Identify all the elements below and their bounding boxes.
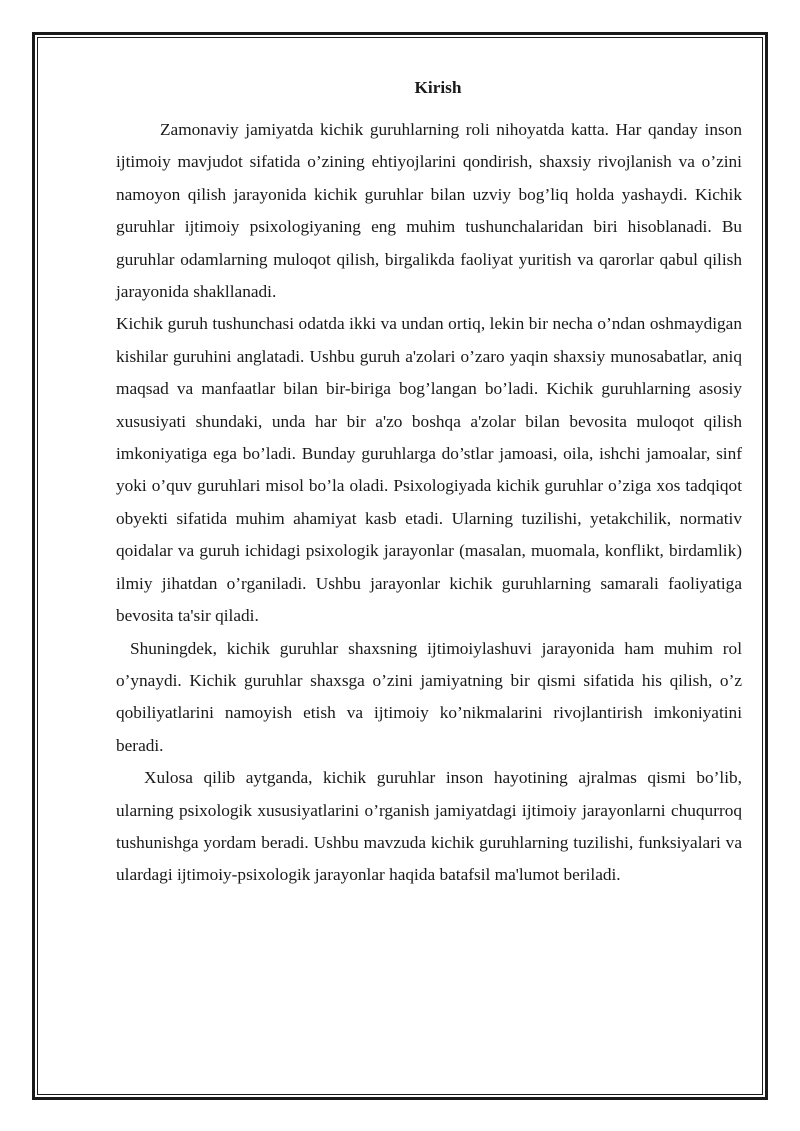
document-title: Kirish (414, 78, 462, 97)
paragraph-definition: Kichik guruh tushunchasi odatda ikki va undan ortiq, lekin bir necha o’ndan oshmaydigan kishilar guruhini anglatadi. Ushbu guruh a'zolari o’zaro yaqin shaxsiy munosabatlar, aniq maqsad va manfaatlar bilan bir-biriga bog’langan bo’ladi. Kichik guruhlarning asosiy xususiyati shundaki, unda har bir a'zo boshqa a'zolar bilan bevosita muloqot qilish imkoniyatiga ega bo’ladi. Bunday guruhlarga do’stlar jamoasi, oila, ishchi jamoalar, sinf yoki o’quv guruhlari misol bo’la oladi. Psixologiyada kichik guruhlar o’ziga xos tadqiqot obyekti sifatida muhim ahamiyat kasb etadi. Ularning tuzilishi, yetakchilik, normativ qoidalar va guruh ichidagi psixologik jarayonlar (masalan, muomala, konflikt, birdamlik) ilmiy jihatdan o’rganiladi. Ushbu jarayonlar kichik guruhlarning samarali faoliyatiga bevosita ta'sir qiladi. (116, 314, 742, 626)
document-body (116, 72, 742, 892)
paragraph-intro: Zamonaviy jamiyatda kichik guruhlarning roli nihoyatda katta. Har qanday inson ijtimoiy mavjudot sifatida o’zining ehtiyojlarini qondirish, shaxsiy rivojlanish va o’zini namoyon qilish jarayonida kichik guruhlar bilan uzviy bog’liq holda yashaydi. Kichik guruhlar ijtimoiy psixologiyaning eng muhim tushunchalaridan biri hisoblanadi. Bu guruhlar odamlarning muloqot qilish, birgalikda faoliyat yuritish va qarorlar qabul qilish jarayonida shakllanadi. (116, 120, 742, 302)
paragraph-socialization: Shuningdek, kichik guruhlar shaxsning ijtimoiylashuvi jarayonida ham muhim rol o’ynaydi. Kichik guruhlar shaxsga o’zini jamiyatning bir qismi sifatida his qilish, o’z qobiliyatlarini namoyish etish va ijtimoiy ko’nikmalarini rivojlantirish imkoniyatini beradi. (116, 638, 742, 755)
paragraph-conclusion: Xulosa qilib aytganda, kichik guruhlar inson hayotining ajralmas qismi bo’lib, ularning psixologik xususiyatlarini o’rganish jamiyatdagi ijtimoiy jarayonlarni chuqurroq tushunishga yordam beradi. Ushbu mavzuda kichik guruhlarning tuzilishi, funksiyalari va ulardagi ijtimoiy-psixologik jarayonlar haqida batafsil ma'lumot beriladi. (116, 768, 742, 885)
